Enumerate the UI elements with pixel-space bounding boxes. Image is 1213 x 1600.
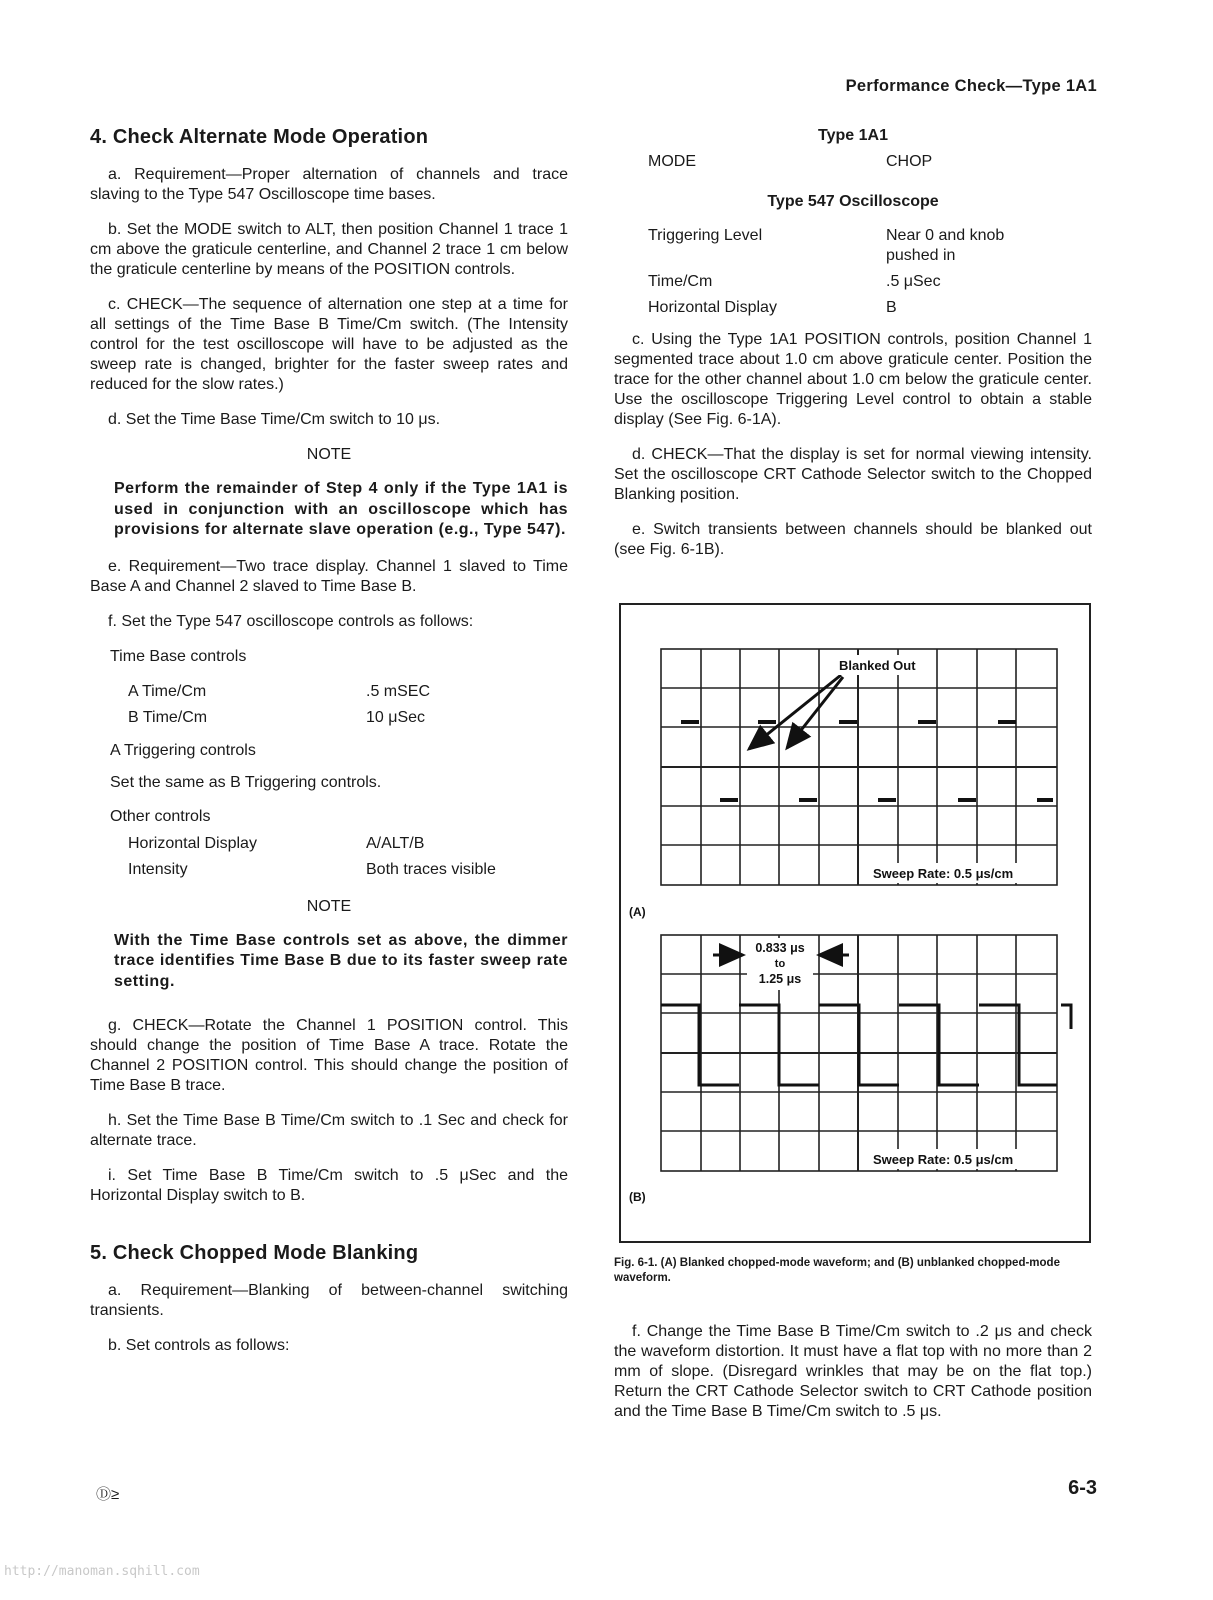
setting-row bbox=[648, 272, 1092, 292]
step-4d: d. Set the Time Base Time/Cm switch to 10 μs. bbox=[108, 411, 441, 428]
setting-label: Horizontal Display bbox=[648, 299, 777, 316]
step-4b: b. Set the MODE switch to ALT, then position Channel 1 trace 1 cm above the graticule centerline, and Channel 2 trace 1 cm below the graticule centerline by means of the POSITION controls. bbox=[90, 221, 568, 278]
step-4f: f. Set the Type 547 oscilloscope controls as follows: bbox=[108, 612, 474, 630]
step-5d: d. CHECK—That the display is set for normal viewing intensity. Set the oscilloscope CRT Cathode Selector switch to the Chopped Blanking position. bbox=[614, 446, 1092, 503]
type-1a1-heading: Type 1A1 bbox=[818, 127, 888, 144]
setting-label: Intensity bbox=[128, 860, 188, 878]
step-5e: e. Switch transients between channels should be blanked out (see Fig. 6-1B). bbox=[614, 521, 1092, 558]
setting-row bbox=[648, 226, 1092, 266]
time-base-controls-label: Time Base controls bbox=[110, 647, 247, 665]
other-controls-label: Other controls bbox=[110, 807, 211, 825]
setting-label: B Time/Cm bbox=[128, 708, 208, 726]
step-4g: g. CHECK—Rotate the Channel 1 POSITION control. This should change the position of Time Base A trace. Rotate the Channel 2 POSITION control. This should change the position of Time Base B trace. bbox=[90, 1017, 568, 1094]
graticule-a bbox=[661, 649, 1057, 885]
setting-value: .5 mSEC bbox=[366, 682, 431, 700]
note-2-body: With the Time Base controls set as above, the dimmer trace identifies Time Base B due to its faster sweep rate setting. bbox=[114, 931, 568, 990]
note-2-title: NOTE bbox=[306, 897, 352, 915]
setting-value: Near 0 and knob pushed in bbox=[886, 227, 1005, 264]
interval-line-2: to bbox=[774, 958, 786, 970]
right-column bbox=[614, 126, 1092, 575]
note-1-body: Perform the remainder of Step 4 only if the Type 1A1 is used in conjunction with an oscilloscope which has provisions for alternate slave operation (e.g., Type 547). bbox=[114, 480, 568, 538]
page-number: 6-3 bbox=[1068, 1477, 1097, 1499]
panel-a-label: (A) bbox=[629, 905, 646, 919]
setting-value: .5 μSec bbox=[886, 273, 941, 290]
setting-label: Horizontal Display bbox=[128, 834, 257, 852]
setting-label: Triggering Level bbox=[648, 227, 763, 244]
interval-line-1: 0.833 μs bbox=[755, 941, 805, 955]
right-column-bottom bbox=[614, 1322, 1092, 1437]
step-4c: c. CHECK—The sequence of alternation one step at a time for all settings of the Time Base B Time/Cm switch. (The Intensity control for the test oscilloscope will have to be adjusted as the sweep rate is changed, brighter for the faster sweep rates and reduced for the slow rates.) bbox=[90, 296, 568, 393]
time-base-settings bbox=[128, 679, 568, 731]
type-547-heading: Type 547 Oscilloscope bbox=[767, 193, 939, 210]
setting-label: A Time/Cm bbox=[128, 682, 207, 700]
setting-value: 10 μSec bbox=[366, 708, 426, 726]
left-column bbox=[90, 126, 568, 1371]
step-4e: e. Requirement—Two trace display. Channel 1 slaved to Time Base A and Channel 2 slaved to Time Base B. bbox=[90, 557, 568, 595]
blanked-out-label: Blanked Out bbox=[839, 658, 916, 673]
setting-value: B bbox=[886, 299, 897, 316]
section-4-title: 4. Check Alternate Mode Operation bbox=[90, 126, 429, 148]
setting-value: Both traces visible bbox=[366, 860, 496, 878]
setting-row bbox=[648, 152, 1092, 172]
setting-row bbox=[648, 298, 1092, 318]
setting-label: MODE bbox=[648, 153, 696, 170]
trace-segments-a bbox=[681, 720, 1053, 802]
step-5c: c. Using the Type 1A1 POSITION controls, position Channel 1 segmented trace about 1.0 cm above graticule center. Position the trace for the other channel about 1.0 cm below the graticule center. Use the oscilloscope Triggering Level control to obtain a stable display (See Fig. 6-1A). bbox=[614, 331, 1092, 428]
other-settings bbox=[128, 831, 568, 883]
trace-waveform-b bbox=[661, 1005, 1071, 1085]
interval-line-3: 1.25 μs bbox=[758, 972, 802, 986]
setting-value: CHOP bbox=[886, 153, 933, 170]
sweep-rate-b: Sweep Rate: 0.5 μs/cm bbox=[873, 1152, 1014, 1167]
setting-label: Time/Cm bbox=[648, 273, 713, 290]
running-head: Performance Check—Type 1A1 bbox=[845, 77, 1097, 95]
figure-6-1 bbox=[619, 603, 1091, 1243]
blanked-out-arrows bbox=[749, 675, 843, 749]
a-triggering-label: A Triggering controls bbox=[110, 741, 256, 759]
step-5b: b. Set controls as follows: bbox=[108, 1337, 290, 1354]
set-same-text: Set the same as B Triggering controls. bbox=[110, 773, 382, 791]
watermark-url: http://manoman.sqhill.com bbox=[4, 1564, 200, 1579]
setting-row bbox=[128, 831, 568, 857]
step-4h: h. Set the Time Base B Time/Cm switch to .1 Sec and check for alternate trace. bbox=[90, 1112, 568, 1149]
note-1-title: NOTE bbox=[306, 446, 352, 463]
sweep-rate-a: Sweep Rate: 0.5 μs/cm bbox=[873, 866, 1014, 881]
step-5a: a. Requirement—Blanking of between-channel switching transients. bbox=[90, 1282, 568, 1319]
setting-row bbox=[128, 857, 568, 883]
figure-caption: Fig. 6-1. (A) Blanked chopped-mode waveform; and (B) unblanked chopped-mode waveform. bbox=[614, 1257, 1060, 1284]
section-5-title: 5. Check Chopped Mode Blanking bbox=[90, 1242, 419, 1264]
step-4i: i. Set Time Base B Time/Cm switch to .5 μSec and the Horizontal Display switch to B. bbox=[90, 1167, 568, 1204]
panel-b-label: (B) bbox=[629, 1190, 646, 1204]
step-5f: f. Change the Time Base B Time/Cm switch to .2 μs and check the waveform distortion. It must have a flat top with no more than 2 mm of slope. (Disregard wrinkles that may be on the flat top.) Return the CRT Cathode Selector switch to CRT Cathode position and the Time Base B Time/Cm switch to .5 μs. bbox=[614, 1323, 1092, 1420]
setting-row bbox=[128, 705, 568, 731]
figure-6-1-graphic bbox=[621, 605, 1089, 1241]
edition-mark: Ⓓ≥ bbox=[96, 1486, 120, 1503]
setting-value: A/ALT/B bbox=[366, 834, 425, 852]
step-4a: a. Requirement—Proper alternation of channels and trace slaving to the Type 547 Oscilloscope time bases. bbox=[90, 166, 568, 203]
setting-row bbox=[128, 679, 568, 705]
